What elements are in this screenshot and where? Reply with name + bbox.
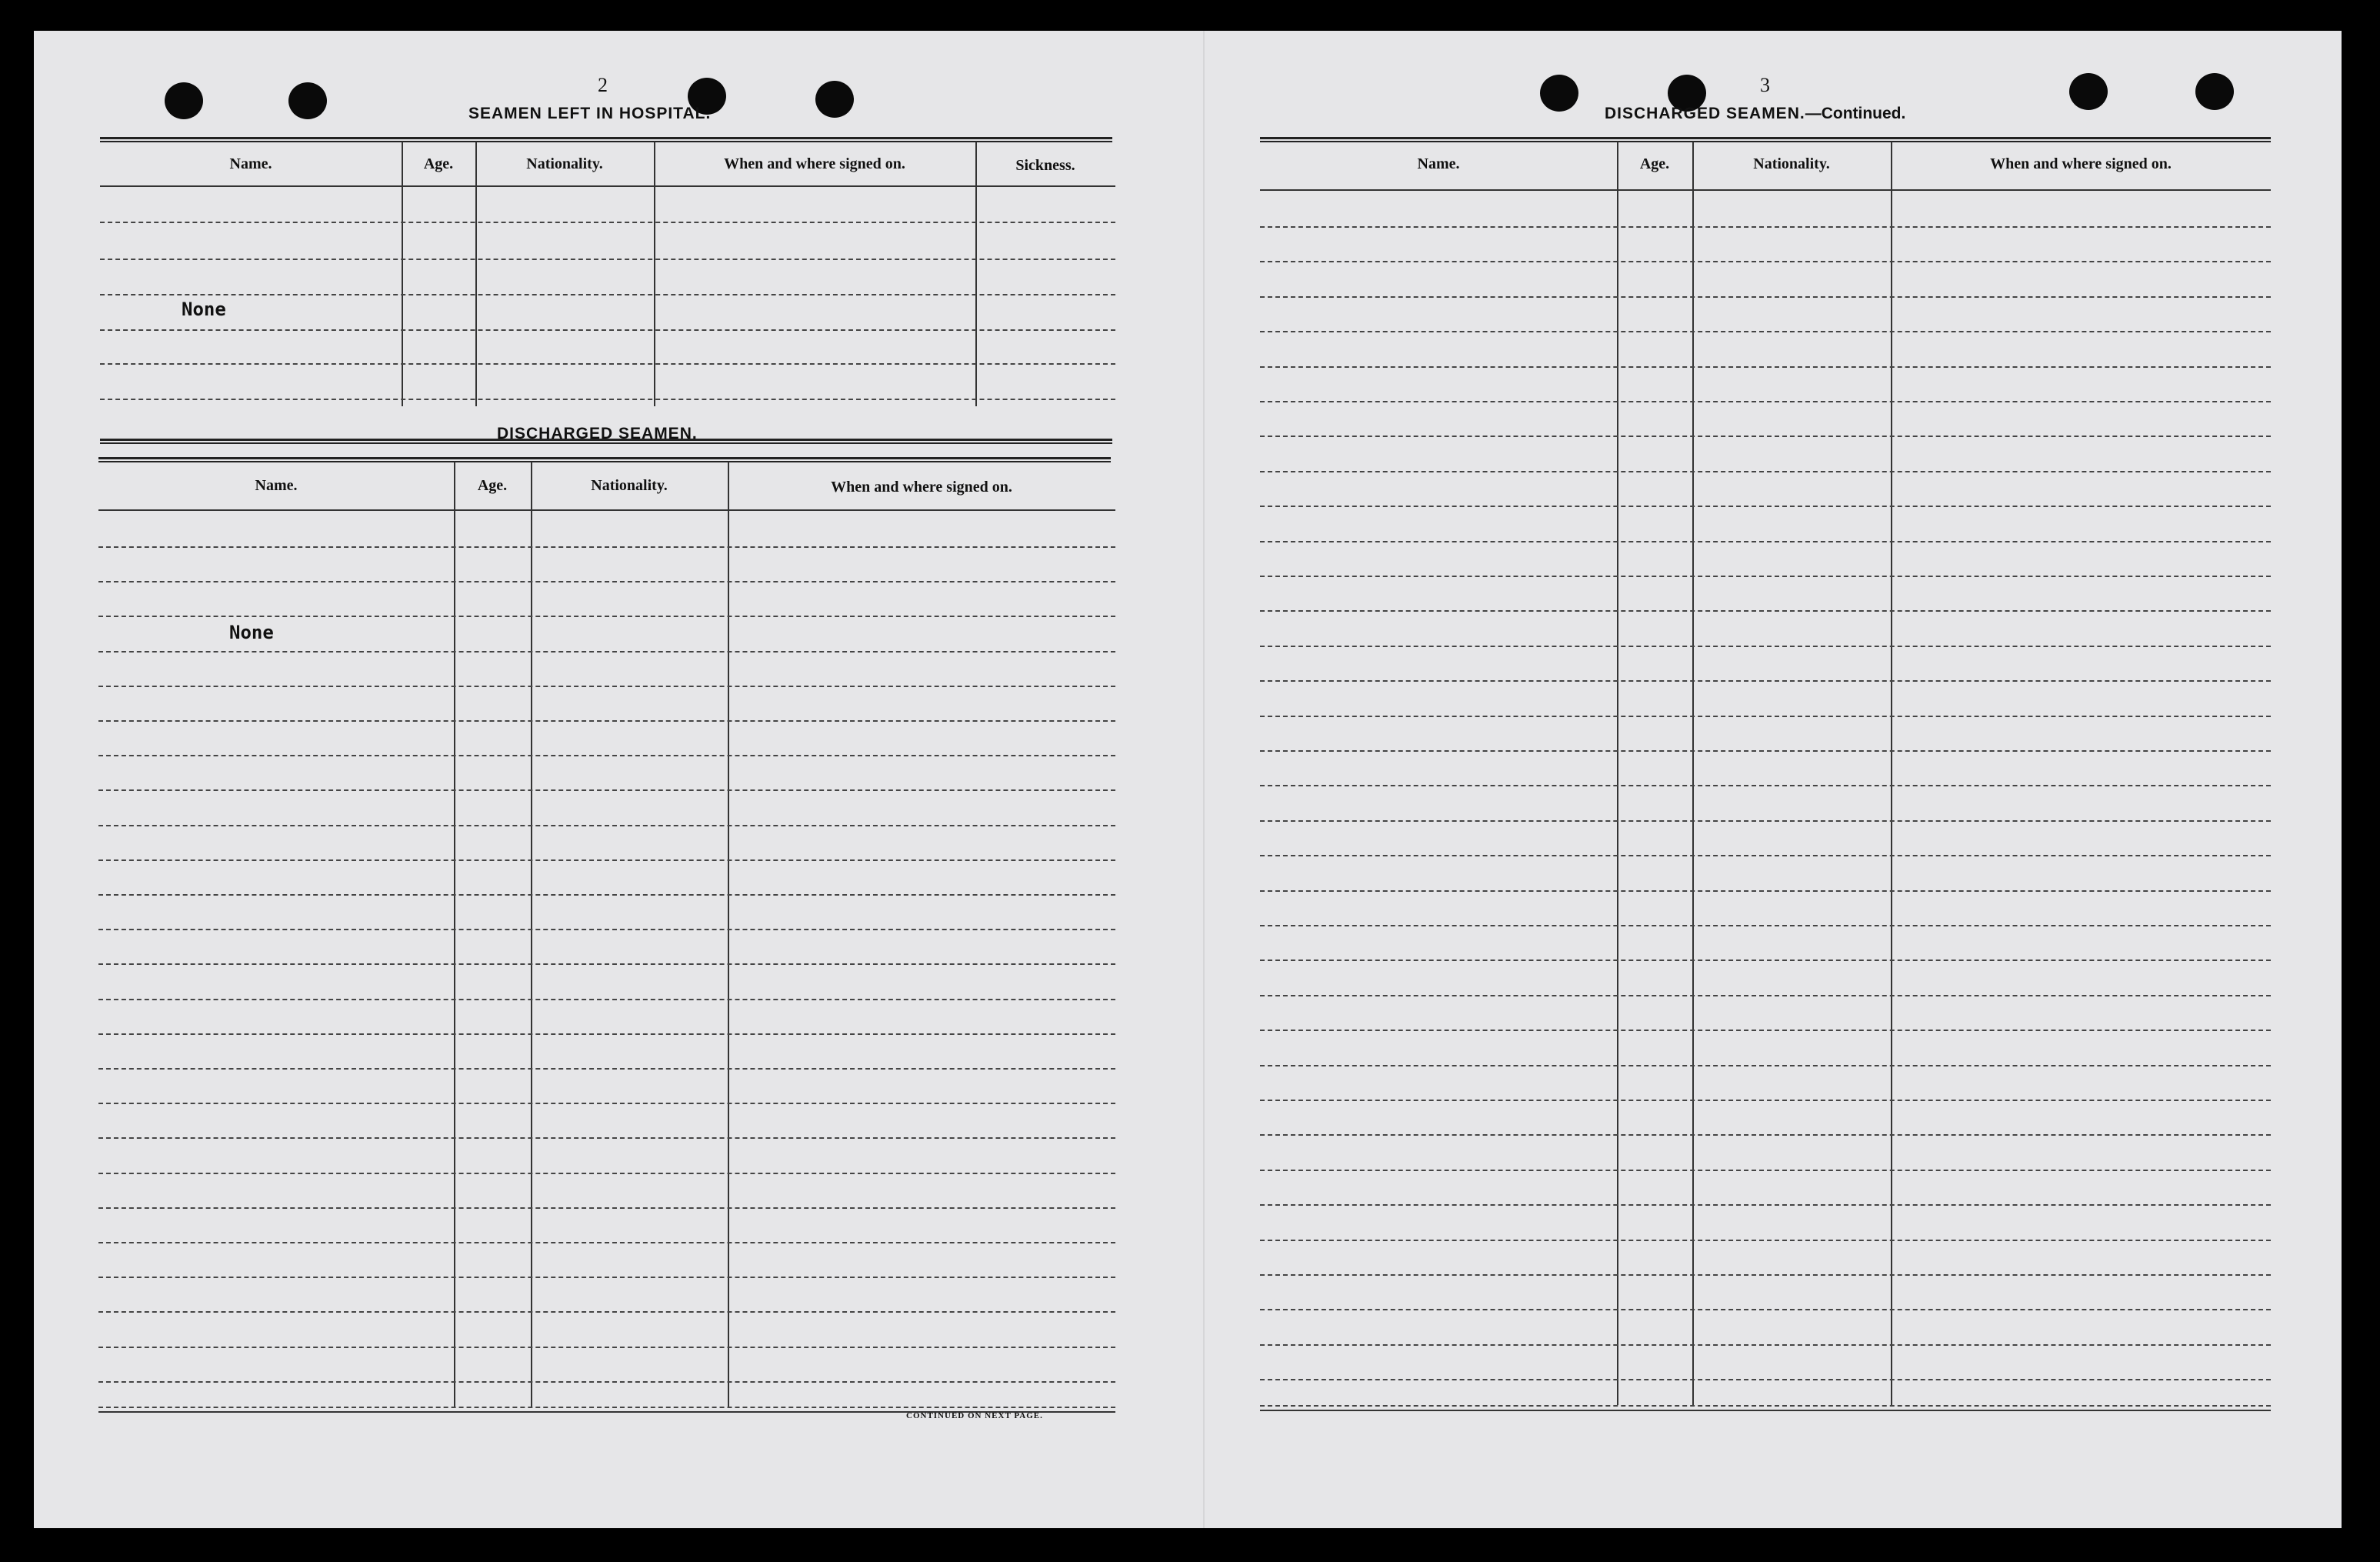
ruled-row-line (98, 581, 1115, 582)
ruled-row-line (1260, 1274, 2271, 1276)
ruled-row-line (1260, 1134, 2271, 1136)
ruled-row-line (1260, 1309, 2271, 1310)
ruled-row-line (1260, 576, 2271, 577)
ruled-row-line (1260, 261, 2271, 262)
discharged-section-title: DISCHARGED SEAMEN. (497, 425, 698, 442)
document-sheet (34, 31, 2342, 1528)
punch-hole (815, 81, 854, 118)
ruled-row-line (98, 720, 1115, 722)
column-header: Sickness. (1015, 157, 1075, 174)
left-page-number: 2 (598, 74, 608, 96)
column-header: Nationality. (1753, 155, 1830, 172)
column-header: When and where signed on. (831, 479, 1012, 496)
ruled-row-line (98, 1033, 1115, 1035)
ruled-row-line (98, 651, 1115, 653)
hospital-entry-none: None (182, 299, 226, 320)
ruled-row-line (1260, 960, 2271, 961)
ruled-row-line (1260, 1100, 2271, 1101)
ruled-row-line (98, 963, 1115, 965)
ruled-row-line (98, 1068, 1115, 1070)
ruled-row-line (1260, 1240, 2271, 1241)
ruled-row-line (1260, 820, 2271, 822)
ruled-row-line (98, 1242, 1115, 1243)
ruled-row-line (1260, 296, 2271, 298)
hospital-table (100, 137, 1115, 445)
discharged-entry-none: None (229, 622, 274, 643)
ruled-row-line (1260, 1030, 2271, 1031)
ruled-row-line (98, 546, 1115, 548)
ruled-row-line (98, 1347, 1115, 1348)
ruled-row-line (1260, 436, 2271, 437)
ruled-row-line (98, 789, 1115, 791)
ruled-row-line (1260, 995, 2271, 996)
ruled-row-line (98, 1207, 1115, 1209)
column-header: Nationality. (526, 155, 603, 172)
ruled-row-line (98, 1173, 1115, 1174)
column-header: When and where signed on. (724, 155, 905, 172)
ruled-row-line (98, 825, 1115, 826)
discharged-table-left (98, 457, 1115, 1450)
ruled-row-line (98, 616, 1115, 617)
ruled-row-line (1260, 925, 2271, 926)
ruled-row-line (1260, 785, 2271, 786)
ruled-row-line (1260, 506, 2271, 507)
ruled-row-line (1260, 541, 2271, 542)
column-header: Age. (423, 155, 454, 172)
column-header: Age. (477, 477, 508, 494)
ruled-row-line (1260, 1344, 2271, 1346)
column-header: When and where signed on. (1990, 155, 2172, 172)
ruled-row-line (98, 686, 1115, 687)
title-main: DISCHARGED SEAMEN. (1605, 105, 1805, 122)
ruled-row-line (1260, 750, 2271, 752)
ruled-row-line (1260, 1379, 2271, 1380)
discharged-table-right (1260, 137, 2283, 1453)
ruled-row-line (1260, 855, 2271, 856)
continued-footnote: CONTINUED ON NEXT PAGE. (906, 1411, 1043, 1420)
punch-hole (2195, 73, 2234, 110)
ruled-row-line (1260, 1170, 2271, 1171)
ruled-row-line (98, 999, 1115, 1000)
column-header: Name. (229, 155, 272, 172)
page-fold (1203, 31, 1205, 1528)
column-header: Name. (1417, 155, 1460, 172)
ruled-row-line (1260, 1065, 2271, 1066)
title-continued: —Continued. (1805, 105, 1906, 122)
ruled-row-line (1260, 331, 2271, 332)
ruled-row-line (1260, 890, 2271, 892)
hospital-section-title: SEAMEN LEFT IN HOSPITAL. (468, 105, 712, 122)
ruled-row-line (98, 894, 1115, 896)
ruled-row-line (1260, 1204, 2271, 1206)
column-header: Age. (1639, 155, 1670, 172)
punch-hole (2069, 73, 2108, 110)
column-header: Name. (255, 477, 298, 494)
ruled-row-line (98, 1137, 1115, 1139)
ruled-row-line (1260, 716, 2271, 717)
ruled-row-line (98, 1277, 1115, 1278)
ruled-row-line (98, 929, 1115, 930)
ruled-row-line (98, 1311, 1115, 1313)
ruled-row-line (98, 1381, 1115, 1383)
ruled-row-line (1260, 226, 2271, 228)
ruled-row-line (1260, 610, 2271, 612)
column-header: Nationality. (591, 477, 668, 494)
ruled-row-line (1260, 366, 2271, 368)
punch-hole (288, 82, 327, 119)
ruled-row-line (98, 1103, 1115, 1104)
ruled-row-line (1260, 680, 2271, 682)
ruled-row-line (98, 859, 1115, 861)
ruled-row-line (1260, 646, 2271, 647)
ruled-row-line (1260, 401, 2271, 402)
discharged-continued-title (1605, 105, 1905, 123)
punch-hole (165, 82, 203, 119)
ruled-row-line (98, 755, 1115, 756)
ruled-row-line (1260, 471, 2271, 472)
right-page-number: 3 (1760, 74, 1770, 96)
punch-hole (1540, 75, 1578, 112)
